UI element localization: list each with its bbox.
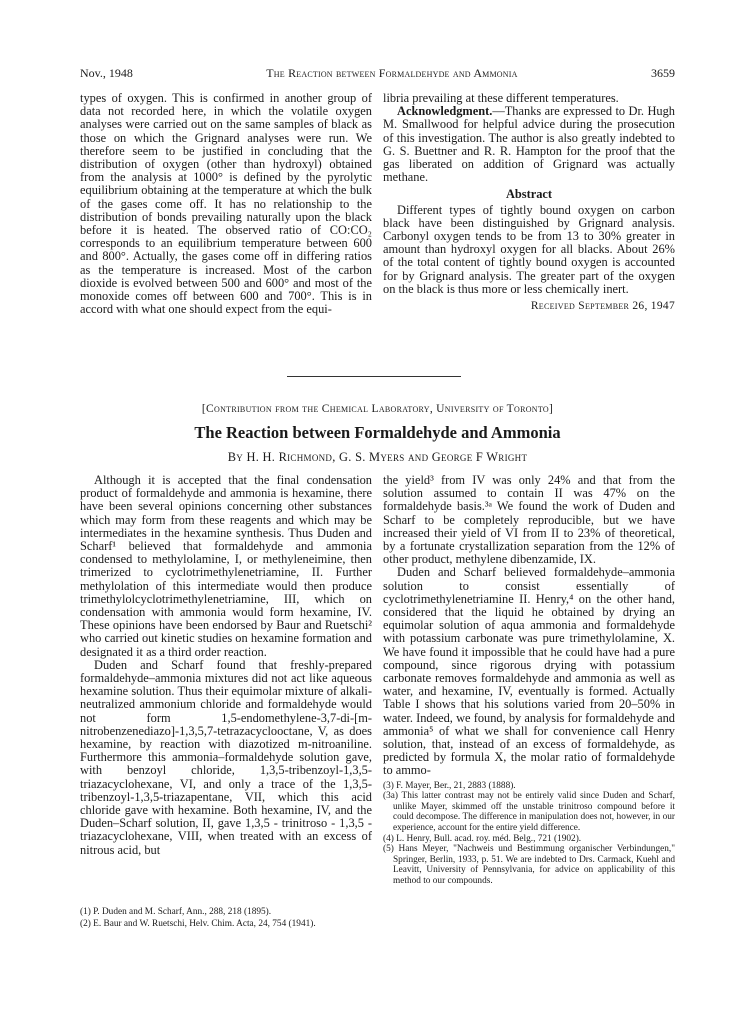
footnotes-right bbox=[383, 781, 675, 887]
page-number: 3659 bbox=[651, 66, 675, 80]
paragraph: Duden and Scharf believed formaldehyde–ammonia solution to consist essentially of cyclotrimethylenetriamine II. Henry,⁴ on the other hand, considered that the liquid he obtained by drying an equimolar solution of aqua ammonia and formaldehyde with potassium carbonate was pure trimethylolamine, X. We have found it impossible that he could have had a pure compound, since rigorous drying with potassium carbonate removes formaldehyde and ammonia as well as water, and hexamine, IV, eventually is formed. Actually Table I shows that his solutions varied from 20–50% in water. Indeed, we found, by analysis for formaldehyde and ammonia⁵ of what we shall for convenience call Henry solution, that, instead of an excess of formaldehyde, as predicted by formula X, the molar ratio of formaldehyde to ammo- bbox=[383, 565, 675, 778]
abstract-text: Different types of tightly bound oxygen on carbon black have been distinguished by Grignard analysis. Carbonyl oxygen tends to be from 13 to 30% greater in amount than hydroxyl oxygen for all blacks. About 26% of the total content of tightly bound oxygen is accounted for by Grignard analysis. The greater part of the oxygen on the black is thus more or less chemically inert. bbox=[383, 202, 675, 296]
issue-date: Nov., 1948 bbox=[80, 66, 133, 80]
footnote: (3a) This latter contrast may not be entirely valid since Duden and Scharf, unlike Mayer, skimmed off the unstable trinitroso compound before it could decompose. The difference in manipulation does not, however, in our experience, account for the entire yield difference. bbox=[383, 791, 675, 834]
paragraph: libria prevailing at these different temperatures. bbox=[383, 91, 619, 105]
acknowledgment-text: —Thanks are expressed to Dr. Hugh M. Smallwood for helpful advice during the prosecution of this investigation. The author is also greatly indebted to G. S. Buettner and R. R. Hampton for the proof that the gas liberated on addition of Grignard was actually methane. bbox=[383, 104, 675, 185]
article-title: The Reaction between Formaldehyde and Ammonia bbox=[194, 423, 561, 442]
received-date: Received September 26, 1947 bbox=[530, 300, 675, 313]
acknowledgment bbox=[383, 105, 675, 184]
article-right-column bbox=[383, 474, 675, 887]
previous-article-left-column bbox=[80, 92, 372, 316]
paragraph: the yield³ from IV was only 24% and that from the solution assumed to contain II was 47% on the formaldehyde basis.³ᵃ We found the work of Duden and Scharf to be completely reproducible, but we have increased their yield of VI from II to 23% of theoretical, by a fortunate crystallization separation from the 12% of other product, methylene dibenzamide, IX. bbox=[383, 473, 675, 567]
previous-article-right-column bbox=[383, 92, 675, 313]
acknowledgment-heading: Acknowledgment. bbox=[397, 104, 493, 119]
footnote: (3) F. Mayer, Ber., 21, 2883 (1888). bbox=[383, 780, 516, 791]
contribution-line: [Contribution from the Chemical Laboratory, University of Toronto] bbox=[201, 403, 554, 415]
article-divider bbox=[287, 376, 461, 377]
footnote: (2) E. Baur and W. Ruetschi, Helv. Chim. Acta, 24, 754 (1941). bbox=[80, 918, 316, 929]
paragraph: Although it is accepted that the final condensation product of formaldehyde and ammonia is hexamine, there have been several opinions concerning other substances which may form from these reagents and which may be intermediates in the hexamine synthesis. Thus Duden and Scharf¹ believed that formaldehyde and ammonia condensed to methylolamine, I, or methyleneimine, then trimerized to cyclotrimethylenetriamine, II. Further methylolation of this intermediate would then produce trimethylolcyclotrimethylenetriamine, III, which on condensation with ammonia would form hexamine, IV. These opinions have been endorsed by Baur and Ruetschi² who carried out kinetic studies on hexamine formation and designated it as a third order reaction. bbox=[80, 473, 372, 659]
author-line: By H. H. Richmond, G. S. Myers and George F Wright bbox=[227, 450, 528, 464]
footnote: (1) P. Duden and M. Scharf, Ann., 288, 218 (1895). bbox=[80, 907, 272, 917]
paragraph: Duden and Scharf found that freshly-prepared formaldehyde–ammonia mixtures did not act like aqueous hexamine solution. Thus their equimolar mixture of alkali-neutralized ammonium chloride and formaldehyde would not form 1,5-endomethylene-3,7-di-[m-nitrobenzenediazo]-1,3,5,7-tetrazacyclooctane, V, as does hexamine, by reaction with diazotized m-nitroaniline. Furthermore this ammonia–formaldehyde solution gave, with benzoyl chloride, 1,3,5-tribenzoyl-1,3,5-triazacyclohexane, VI, and only a trace of the 1,3,5-tribenzoyl-1,3,5-triazapentane, VII, which this acid chloride gave with hexamine. Both hexamine, IV, and the Duden–Scharf solution, II, gave 1,3,5 - trinitroso - 1,3,5 - triazacyclohexane, VIII, when treated with an excess of nitrous acid, but bbox=[80, 657, 372, 857]
abstract-heading: Abstract bbox=[505, 187, 553, 202]
footnote: (4) L. Henry, Bull. acad. roy. méd. Belg., 721 (1902). bbox=[383, 833, 582, 844]
paragraph: types of oxygen. This is confirmed in another group of data not recorded here, in which the volatile oxygen analyses were carried out on the same samples of black as those on which the Grignard analyses were run. We therefore seem to be justified in concluding that the distribution of oxygen (other than hydroxyl) obtained from the analysis at 1000° is defined by the pyrolytic equilibrium obtaining at the temperature at which the bulk of the gases come off. It has no relationship to the distribution of bonds prevailing naturally upon the black before it is heated. The observed ratio of CO:CO₂ corresponds to an equilibrium temperature between 600 and 800°. Actually, the gases come off in differing ratios as the temperature is increased. Most of the carbon dioxide is evolved between 500 and 600° and most of the monoxide comes off between 600 and 700°. This is in accord with what one should expect from the equi- bbox=[80, 91, 372, 317]
footnote: (5) Hans Meyer, "Nachweis und Bestimmung organischer Verbindungen," Springer, Berlin, 1933, p. 51. We are indebted to Drs. Carmack, Kuehl and Leavitt, University of Pennsylvania, for advice on applicability of this method to our compounds. bbox=[383, 844, 675, 887]
footnotes-left bbox=[80, 907, 372, 930]
running-title: The Reaction between Formaldehyde and Ammonia bbox=[266, 66, 518, 80]
article-left-column bbox=[80, 474, 372, 857]
running-header bbox=[80, 66, 675, 80]
